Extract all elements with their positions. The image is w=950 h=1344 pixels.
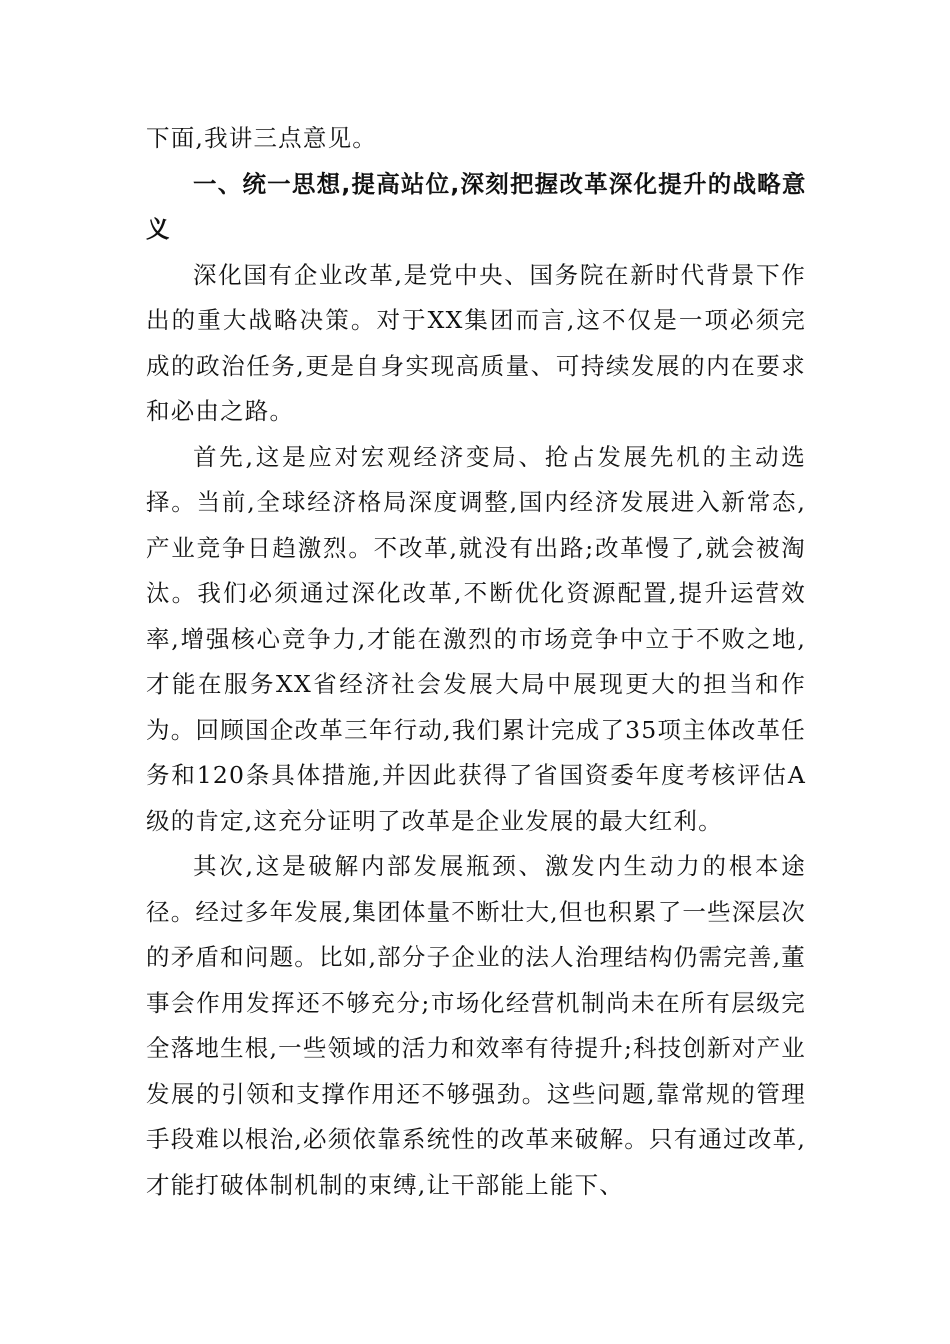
- body-paragraph-3: 其次,这是破解内部发展瓶颈、激发内生动力的根本途径。经过多年发展,集团体量不断壮大,但也积累了一些深层次的矛盾和问题。比如,部分子企业的法人治理结构仍需完善,董事会作用发挥还不够充分;市场化经营机制尚未在所有层级完全落地生根,一些领域的活力和效率有待提升;科技创新对产业发展的引领和支撑作用还不够强劲。这些问题,靠常规的管理手段难以根治,必须依靠系统性的改革来破解。只有通过改革,才能打破体制机制的束缚,让干部能上能下、: [146, 852, 806, 1199]
- intro-line: 下面,我讲三点意见。: [146, 124, 377, 152]
- section-heading: 一、统一思想,提高站位,深刻把握改革深化提升的战略意义: [146, 169, 806, 243]
- document-page: [146, 116, 806, 1208]
- body-paragraph-1: 深化国有企业改革,是党中央、国务院在新时代背景下作出的重大战略决策。对于XX集团而言,这不仅是一项必须完成的政治任务,更是自身实现高质量、可持续发展的内在要求和必由之路。: [146, 260, 806, 425]
- body-paragraph-2: 首先,这是应对宏观经济变局、抢占发展先机的主动选择。当前,全球经济格局深度调整,国内经济发展进入新常态,产业竞争日趋激烈。不改革,就没有出路;改革慢了,就会被淘汰。我们必须通过深化改革,不断优化资源配置,提升运营效率,增强核心竞争力,才能在激烈的市场竞争中立于不败之地,才能在服务XX省经济社会发展大局中展现更大的担当和作为。回顾国企改革三年行动,我们累计完成了35项主体改革任务和120条具体措施,并因此获得了省国资委年度考核评估A级的肯定,这充分证明了改革是企业发展的最大红利。: [146, 442, 806, 835]
